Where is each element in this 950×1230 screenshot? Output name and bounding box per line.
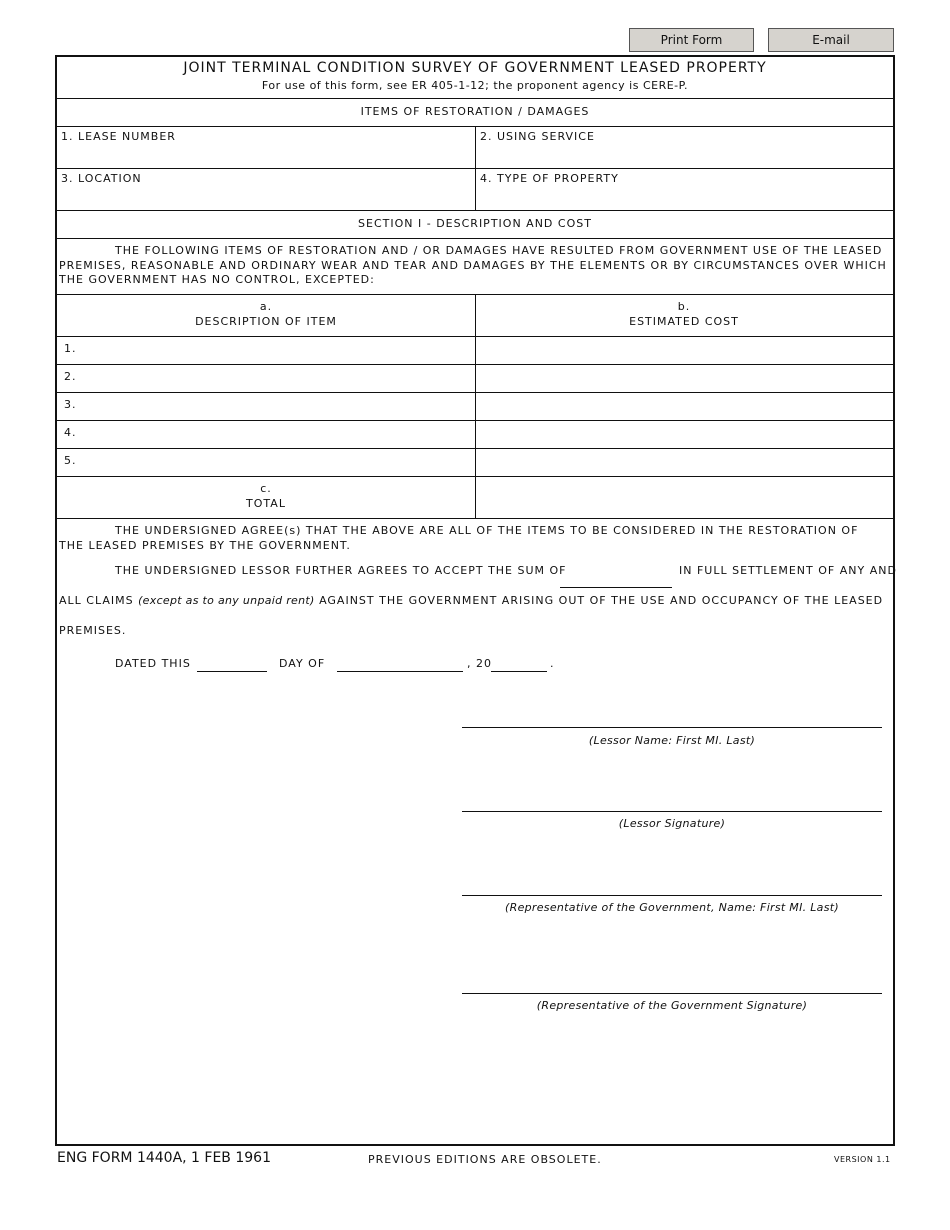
form-frame (55, 55, 895, 1146)
item-row-number: 3. (64, 398, 77, 411)
form-id: ENG FORM 1440A, 1 FEB 1961 (57, 1150, 271, 1166)
item-cost-field[interactable] (480, 342, 888, 358)
item-description-field[interactable] (81, 454, 469, 470)
divider (57, 518, 893, 519)
type-of-property-field[interactable] (480, 189, 888, 207)
item-row-number: 1. (64, 342, 77, 355)
item-row-number: 2. (64, 370, 77, 383)
day-field[interactable] (197, 671, 267, 672)
total-label: TOTAL (246, 497, 286, 510)
year-field[interactable] (491, 671, 547, 672)
item-cost-field[interactable] (480, 398, 888, 414)
divider (57, 448, 893, 449)
col-b-letter: b. (677, 300, 691, 313)
sum-statement-start: THE UNDERSIGNED LESSOR FURTHER AGREES TO ACCEPT THE SUM OF (115, 564, 567, 577)
divider (57, 98, 893, 99)
obsolete-notice: PREVIOUS EDITIONS ARE OBSOLETE. (368, 1153, 602, 1166)
premises-text: PREMISES. (59, 624, 127, 637)
divider (57, 238, 893, 239)
item-description-field[interactable] (81, 398, 469, 414)
form-subtitle: For use of this form, see ER 405-1-12; the proponent agency is CERE-P. (261, 79, 689, 92)
sum-field[interactable] (560, 563, 670, 579)
divider (57, 476, 893, 477)
print-form-button[interactable]: Print Form (629, 28, 754, 52)
claims-exception: (except as to any unpaid rent) (138, 594, 315, 607)
divider (57, 210, 893, 211)
divider (57, 168, 893, 169)
lease-number-field[interactable] (61, 147, 469, 165)
version-label: VERSION 1.1 (834, 1155, 891, 1164)
agreement-paragraph: THE UNDERSIGNED AGREE(s) THAT THE ABOVE ARE ALL OF THE ITEMS TO BE CONSIDERED IN THE RESTORATION OF THE LEASED PREMISES BY THE GOVERNMENT. (59, 524, 859, 552)
lessor-name-field[interactable] (462, 727, 882, 728)
item-description-field[interactable] (81, 426, 469, 442)
col-a-header: DESCRIPTION OF ITEM (195, 315, 337, 328)
divider (57, 364, 893, 365)
gov-rep-signature-field[interactable] (462, 993, 882, 994)
lessor-name-caption: (Lessor Name: First MI. Last) (588, 734, 756, 747)
item-row-number: 5. (64, 454, 77, 467)
dated-this-label: DATED THIS (115, 657, 191, 670)
section-1-heading: SECTION I - DESCRIPTION AND COST (358, 217, 592, 230)
month-field[interactable] (337, 671, 463, 672)
day-of-label: DAY OF (279, 657, 326, 670)
item-row-number: 4. (64, 426, 77, 439)
total-letter: c. (260, 482, 272, 495)
claims-text-continued: AGAINST THE GOVERNMENT ARISING OUT OF THE USE AND OCCUPANCY OF THE LEASED (319, 594, 884, 607)
form-title: JOINT TERMINAL CONDITION SURVEY OF GOVERNMENT LEASED PROPERTY (183, 60, 767, 76)
total-cost-field[interactable] (480, 489, 888, 507)
divider (57, 420, 893, 421)
email-button[interactable]: E-mail (768, 28, 894, 52)
using-service-field[interactable] (480, 147, 888, 165)
col-b-header: ESTIMATED COST (629, 315, 739, 328)
claims-text: ALL CLAIMS (59, 594, 134, 607)
gov-rep-signature-caption: (Representative of the Government Signature) (536, 999, 808, 1012)
lease-number-label: 1. LEASE NUMBER (61, 130, 176, 143)
section-1-intro: THE FOLLOWING ITEMS OF RESTORATION AND / OR DAMAGES HAVE RESULTED FROM GOVERNMENT USE OF THE LEASED PREMISES, REASONABLE AND ORDINARY WEAR AND TEAR AND DAMAGES BY THE ELEMENTS OR BY CIRCUMSTANCES OVER WHICH THE GOVERNMENT HAS NO CONTROL, EXCEPTED: (59, 244, 887, 286)
claims-line (59, 594, 883, 607)
items-heading: ITEMS OF RESTORATION / DAMAGES (360, 105, 590, 118)
location-field[interactable] (61, 189, 469, 207)
col-a-letter: a. (259, 300, 273, 313)
divider (57, 392, 893, 393)
using-service-label: 2. USING SERVICE (480, 130, 595, 143)
item-cost-field[interactable] (480, 426, 888, 442)
item-description-field[interactable] (81, 342, 469, 358)
location-label: 3. LOCATION (61, 172, 142, 185)
divider (57, 336, 893, 337)
type-of-property-label: 4. TYPE OF PROPERTY (480, 172, 619, 185)
gov-rep-name-caption: (Representative of the Government, Name: First MI. Last) (505, 901, 839, 914)
gov-rep-name-field[interactable] (462, 895, 882, 896)
date-period: . (550, 657, 555, 670)
sum-underline (560, 587, 672, 588)
sum-statement-end: IN FULL SETTLEMENT OF ANY AND (679, 564, 897, 577)
lessor-signature-field[interactable] (462, 811, 882, 812)
lessor-signature-caption: (Lessor Signature) (618, 817, 726, 830)
item-cost-field[interactable] (480, 370, 888, 386)
item-description-field[interactable] (81, 370, 469, 386)
year-prefix-label: , 20 (467, 657, 492, 670)
item-cost-field[interactable] (480, 454, 888, 470)
